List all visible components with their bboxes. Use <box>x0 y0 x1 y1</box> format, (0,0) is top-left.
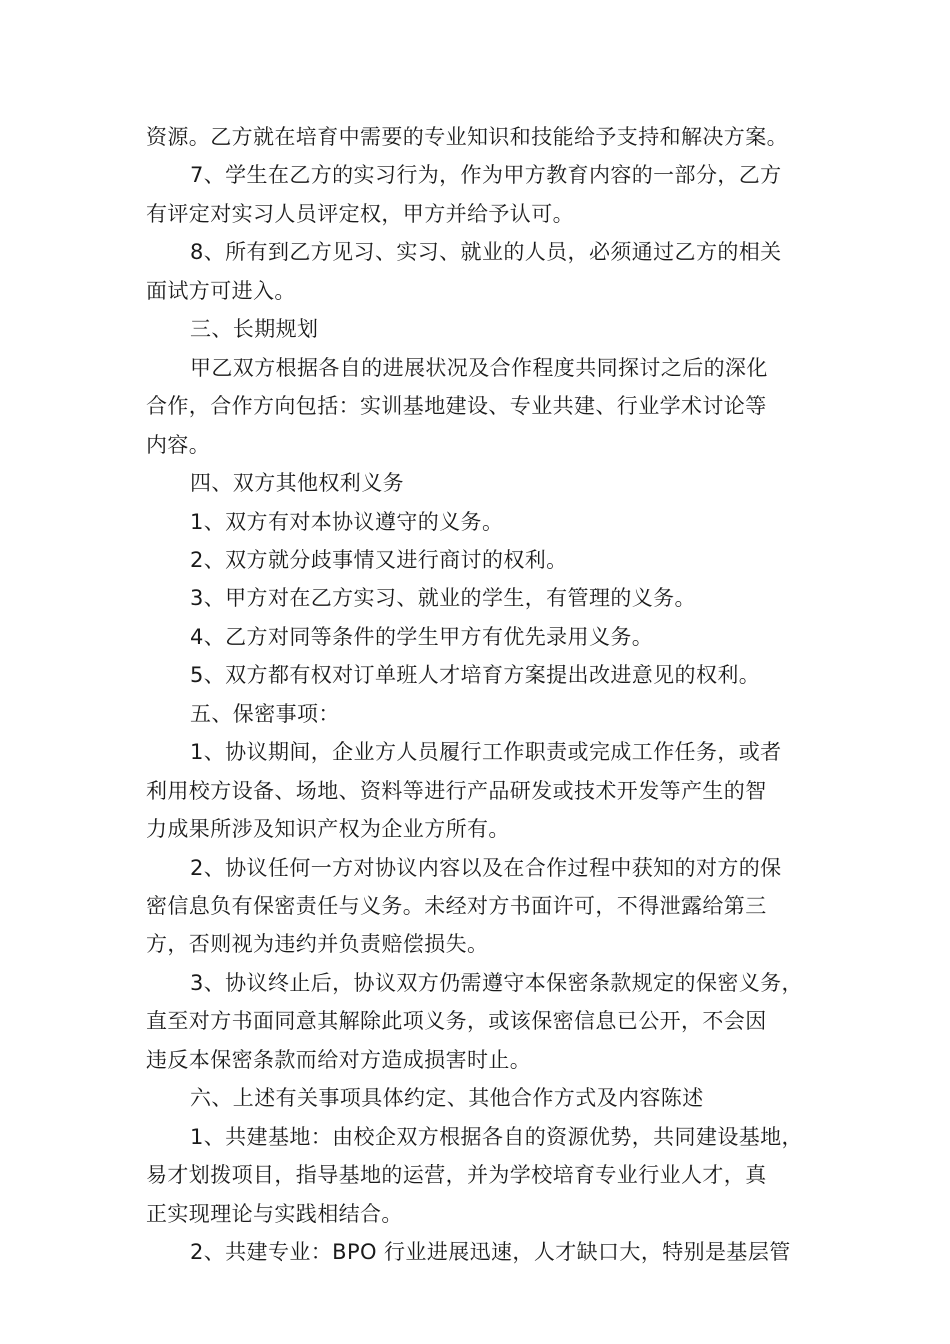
text-line: 有评定对实习人员评定权，甲方并给予认可。 <box>146 201 574 226</box>
text-line: 内容。 <box>146 432 211 457</box>
text-line: 违反本保密条款而给对方造成损害时止。 <box>146 1047 532 1072</box>
text-line: 1、协议期间，企业方人员履行工作职责或完成工作任务，或者 <box>190 740 782 765</box>
text-line: 面试方可进入。 <box>146 278 296 303</box>
text-line: 正实现理论与实践相结合。 <box>146 1201 403 1226</box>
text-line: 六、上述有关事项具体约定、其他合作方式及内容陈述 <box>190 1086 704 1111</box>
text-line: 甲乙双方根据各自的进展状况及合作程度共同探讨之后的深化 <box>190 355 768 380</box>
text-line: 2、协议任何一方对协议内容以及在合作过程中获知的对方的保 <box>190 855 782 880</box>
text-line: 3、甲方对在乙方实习、就业的学生，有管理的义务。 <box>190 586 696 611</box>
text-line: 方，否则视为违约并负责赔偿损失。 <box>146 932 489 957</box>
text-line: 7、学生在乙方的实习行为，作为甲方教育内容的一部分，乙方 <box>190 163 782 188</box>
text-line: 密信息负有保密责任与义务。未经对方书面许可，不得泄露给第三 <box>146 894 767 918</box>
text-line: 利用校方设备、场地、资料等进行产品研发或技术开发等产生的智 <box>146 778 767 803</box>
text-line: 五、保密事项： <box>190 701 340 726</box>
text-line: 4、乙方对同等条件的学生甲方有优先录用义务。 <box>190 624 654 649</box>
text-line: 1、双方有对本协议遵守的义务。 <box>190 509 504 534</box>
text-line: 2、共建专业：BPO 行业进展迅速，人才缺口大，特别是基层管 <box>190 1240 791 1265</box>
text-line: 3、协议终止后，协议双方仍需遵守本保密条款规定的保密义务， <box>190 970 803 995</box>
text-line: 直至对方书面同意其解除此项义务，或该保密信息已公开，不会因 <box>146 1009 767 1034</box>
text-line: 四、双方其他权利义务 <box>190 471 404 496</box>
text-line: 5、双方都有权对订单班人才培育方案提出改进意见的权利。 <box>190 663 761 688</box>
text-line: 合作，合作方向包括：实训基地建设、专业共建、行业学术讨论等 <box>146 394 767 419</box>
text-line: 易才划拨项目，指导基地的运营，并为学校培育专业行业人才，真 <box>146 1163 767 1188</box>
text-line: 1、共建基地：由校企双方根据各自的资源优势，共同建设基地， <box>190 1124 803 1149</box>
text-line: 三、长期规划 <box>190 317 319 342</box>
text-line: 2、双方就分歧事情又进行商讨的权利。 <box>190 547 568 572</box>
text-line: 资源。乙方就在培育中需要的专业知识和技能给予支持和解决方案。 <box>146 125 788 149</box>
text-line: 力成果所涉及知识产权为企业方所有。 <box>146 817 510 842</box>
text-line: 8、所有到乙方见习、实习、就业的人员，必须通过乙方的相关 <box>190 240 782 265</box>
